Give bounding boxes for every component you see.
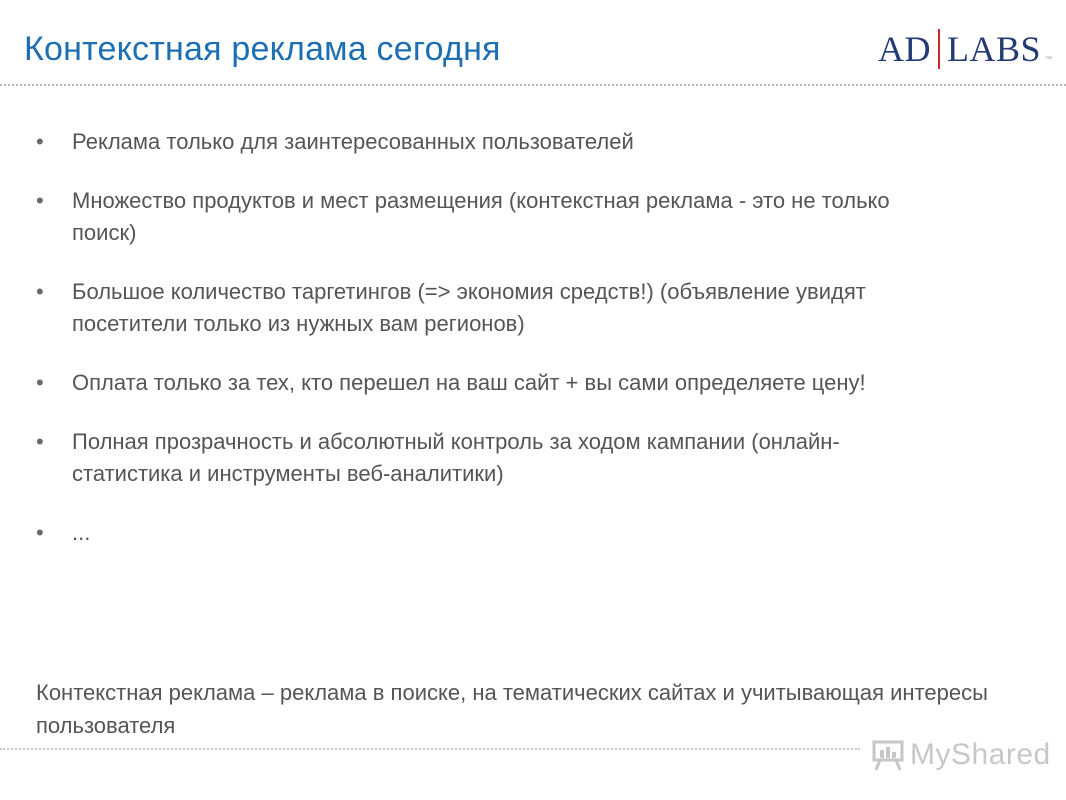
bullet-text: Большое количество таргетингов (=> экономия средств!) (объявление увидят посетители только из нужных вам регионов): [72, 279, 866, 336]
bullet-item: [36, 126, 936, 158]
bullet-marker: •: [36, 129, 44, 154]
logo-text-ad: AD: [878, 29, 931, 69]
bullet-list: [36, 126, 936, 576]
bullet-marker: •: [36, 188, 44, 213]
bullet-text: Полная прозрачность и абсолютный контроль за ходом кампании (онлайн-статистика и инструменты веб-аналитики): [72, 429, 840, 486]
summary-text: Контекстная реклама – реклама в поиске, на тематических сайтах и учитывающая интересы пользователя: [36, 680, 988, 738]
bullet-item: [36, 426, 936, 490]
adlabs-logo: [878, 28, 1052, 70]
footer-divider: [0, 748, 860, 750]
logo-divider: [938, 29, 940, 69]
bullet-marker: •: [36, 520, 44, 545]
watermark: [872, 738, 1051, 772]
bullet-marker: •: [36, 370, 44, 395]
bullet-text: Множество продуктов и мест размещения (контекстная реклама - это не только поиск): [72, 188, 890, 245]
bullet-text: ...: [72, 520, 91, 545]
bullet-item: [36, 276, 936, 340]
bullet-item: [36, 517, 936, 549]
bullet-text: Реклама только для заинтересованных пользователей: [72, 129, 634, 154]
bullet-item: [36, 185, 936, 249]
watermark-text: MyShared: [910, 738, 1051, 771]
presentation-board-icon: [872, 738, 906, 772]
slide-title: Контекстная реклама сегодня: [24, 30, 501, 68]
bullet-item: [36, 367, 936, 399]
logo-trademark: ™: [1045, 56, 1053, 63]
bullet-marker: •: [36, 429, 44, 454]
logo-text-labs: LABS: [947, 29, 1042, 69]
bullet-text: Оплата только за тех, кто перешел на ваш сайт + вы сами определяете цену!: [72, 370, 866, 395]
bullet-marker: •: [36, 279, 44, 304]
header-divider: [0, 84, 1066, 86]
